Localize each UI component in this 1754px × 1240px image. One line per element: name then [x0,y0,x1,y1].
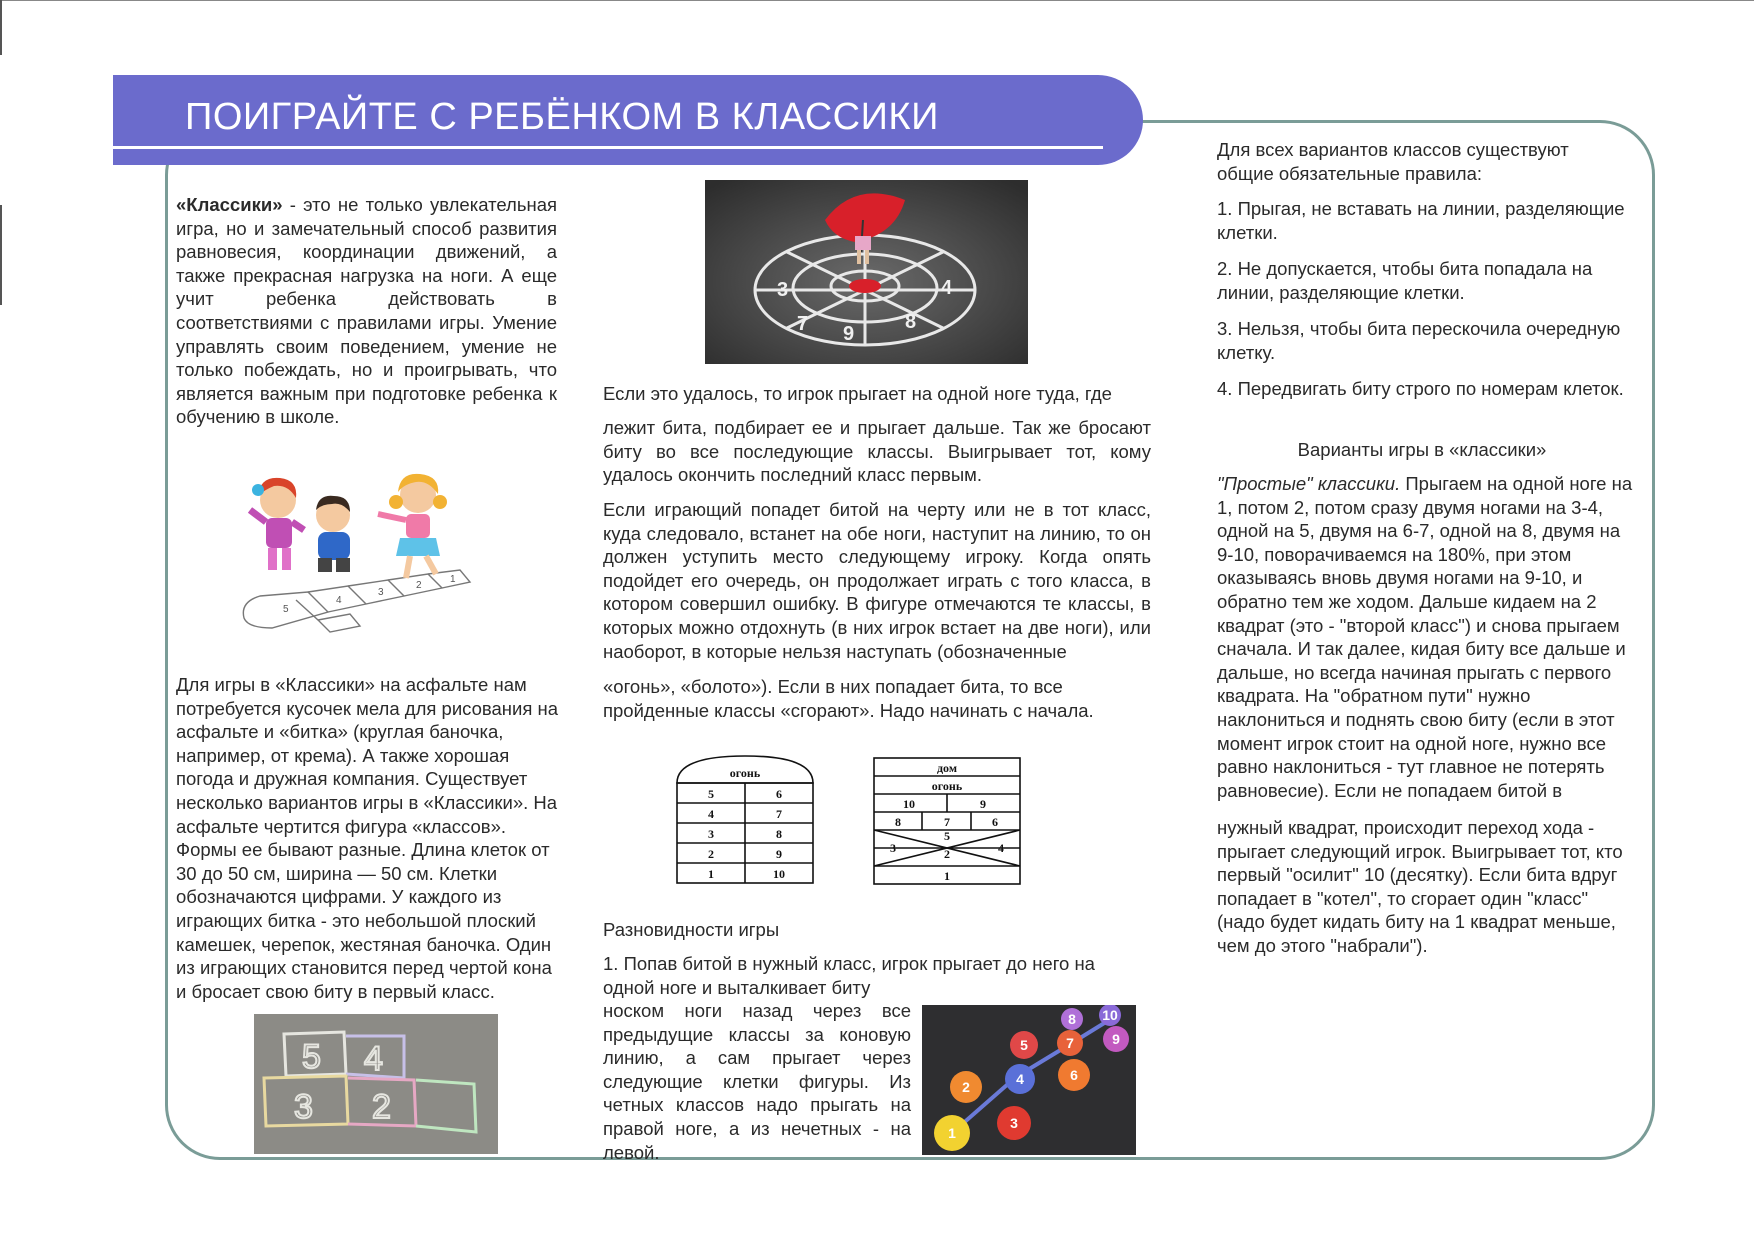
hopscotch-diagram-house [873,757,1021,885]
diagram-cell: 4 [998,841,1004,855]
rules-intro: Для всех вариантов классов существуют общие обязательные правила: [1217,139,1569,184]
diagram-cell: 6 [776,787,782,801]
col2-paragraph-2a: Если играющий попадет битой на черту или не в тот класс, куда следовало, встанет на обе ноги, наступит на линию, то он должен уступить место следующему игроку. Когда опять подойдет его очередь, он продолжает играть с того класса, в котором совершил ошибку. В фигуре отмечаются те классы, в которых можно отдохнуть (в них игрок встает на две ноги), или наоборот, в которые нельзя наступать (обозначенные [603,499,1151,662]
col2-paragraph-1a: Если это удалось, то игрок прыгает на одной ноге туда, где [603,383,1112,404]
diagram-cell: 4 [708,807,714,821]
chalk-number: 5 [302,1038,321,1076]
diagram-cell: 1 [944,869,950,883]
chalk-number: 3 [294,1088,313,1126]
intro-text: - это не только увлекательная игра, но и замечательный способ развития равновесия, координации движений, а также прекрасная нагрузка на ноги. А еще учит ребенка действовать в соответствиями с правилами игры. Умение управлять своим поведением, умение не только побеждать, но и проигрывать, что является важным при подготовке ребенка к обучению в школе. [176,194,557,428]
child-figure-right [378,474,447,578]
page-top-edge [0,0,1754,1]
circle-number: 7 [1066,1035,1074,1051]
grid-number: 1 [450,574,456,585]
diagram-cell: 2 [708,847,714,861]
circle-number: 10 [1102,1007,1118,1023]
diagram-cell: 5 [944,829,950,843]
circle-number: 4 [941,277,953,299]
simple-hopscotch-term: "Простые" классики. [1217,473,1401,494]
page-left-edge-mark [0,205,2,305]
child-figure-left [250,478,304,570]
page-left-edge-mark [0,0,2,55]
circle-number: 9 [843,323,855,345]
grid-number: 5 [283,604,289,615]
chalk-number: 4 [364,1040,383,1078]
col2-paragraph-2b: «огонь», «болото»). Если в них попадает бита, то все пройденные классы «сгорают». Надо начинать с начала. [603,676,1094,721]
grid-number: 3 [378,587,384,598]
rule-item-3: 3. Нельзя, чтобы бита перескочила очередную клетку. [1217,318,1621,363]
circle-number: 1 [948,1125,956,1141]
diagram-label-house: дом [936,761,958,775]
simple-hopscotch-body: Прыгаем на одной ноге на 1, потом 2, потом сразу двумя ногами на 3-4, одной на 5, двумя на 6-7, одной на 8, двумя на 9-10, поворачиваемся на 180%, при этом оказываясь вновь двумя ногами на 9-10, и обратно тем же ходом. Дальше кидаем на 2 квадрат (это - "второй класс") и снова прыгаем сначала. И так далее, кидая биту все дальше и дальше, но всегда начиная прыгать с первого квадрата. На "обратном пути" нужно наклониться и поднять свою биту (если в этот момент игрок стоит на одной ноге, нужно все равно наклониться - тут главное не потерять равновесие). Если не попадаем битой в [1217,473,1633,801]
materials-paragraph: Для игры в «Классики» на асфальте нам потребуется кусочек мела для рисования на асфальте и «битка» (круглая баночка, например, от крема). А также хорошая погода и дружная компания. Существует несколько вариантов игры в «Классики». На асфальте чертится фигура «классов». Формы ее бывают разные. Длина клеток от 30 до 50 см, ширина — 50 см. Клетки обозначаются цифрами. У каждого из играющих битка - это небольшой плоский камешек, черепок, жестяная баночка. Один из играющих становится перед чертой кона и бросает свою биту в первый класс. [176,674,559,1002]
circle-number: 8 [1068,1011,1076,1027]
diagram-cell: 8 [895,815,901,829]
circle-number: 4 [1016,1071,1024,1087]
diagram-cell: 3 [890,841,896,855]
circle-number: 5 [1020,1037,1028,1053]
simple-hopscotch-text-2: нужный квадрат, происходит переход хода - прыгает следующий игрок. Выигрывает тот, кто первый "осилит" 10 (десятку). Если бита вдруг попадает в "котел", то сгорает один "класс" (надо будет кидать биту на 1 квадрат меньше, чем до этого "набрали"). [1217,817,1623,956]
rule-item-1: 1. Прыгая, не вставать на линии, разделяющие клетки. [1217,198,1625,243]
diagram-cell: 7 [944,815,950,829]
diagram-cell: 7 [776,807,782,821]
diagram-cell: 10 [773,867,785,881]
diagram-cell: 3 [708,827,714,841]
grid-number: 2 [416,580,422,591]
diagram-cell: 6 [992,815,998,829]
diagram-cell: 8 [776,827,782,841]
page-title: ПОИГРАЙТЕ С РЕБЁНКОМ В КЛАССИКИ [185,96,939,138]
circle-number: 3 [1010,1115,1018,1131]
diagram-cell: 9 [980,797,986,811]
chalk-number: 2 [372,1088,391,1126]
kids-hopscotch-illustration [238,470,498,640]
diagram-cell: 1 [708,867,714,881]
circle-number: 6 [1070,1067,1078,1083]
circle-number: 9 [1112,1031,1120,1047]
variants-heading: Разновидности игры [603,919,780,940]
hopscotch-diagram-fire [676,755,814,885]
grid-number: 4 [336,595,342,606]
umbrella-hopscotch-photo [705,180,1028,364]
child-figure-middle [316,496,350,572]
circle-number: 2 [962,1079,970,1095]
circle-number: 3 [777,279,789,301]
diagram-cell: 2 [944,847,950,861]
title-underline [113,146,1103,149]
diagram-label-fire: огонь [729,766,761,780]
diagram-cell: 5 [708,787,714,801]
diagram-cell: 10 [903,797,915,811]
variant-1-text-b: носком ноги назад через все предыдущие классы за коновую линию, а сам прыгает через следующие клетки фигуры. Из четных классов надо прыгать на правой ноге, а из нечетных - на левой. [603,1000,911,1163]
diagram-cell: 9 [776,847,782,861]
intro-paragraph [176,193,557,429]
diagram-label-fire: огонь [931,779,963,793]
rule-item-4: 4. Передвигать биту строго по номерам клеток. [1217,378,1624,399]
colorful-hopscotch-photo [922,1005,1136,1155]
col2-paragraph-1b: лежит бита, подбирает ее и прыгает дальше. Так же бросают биту во все последующие классы. Выигрывает тот, кому удалось окончить последний класс первым. [603,417,1151,486]
chalk-hopscotch-photo [254,1014,498,1154]
circle-number: 7 [797,313,809,335]
circle-number: 8 [905,311,917,333]
game-variants-heading: Варианты игры в «классики» [1297,439,1547,460]
intro-term: «Классики» [176,194,283,215]
simple-hopscotch-text [1217,472,1637,802]
variant-1-text-a: 1. Попав битой в нужный класс, игрок прыгает до него на одной ноге и выталкивает биту [603,953,1095,998]
rule-item-2: 2. Не допускается, чтобы бита попадала на линии, разделяющие клетки. [1217,258,1593,303]
